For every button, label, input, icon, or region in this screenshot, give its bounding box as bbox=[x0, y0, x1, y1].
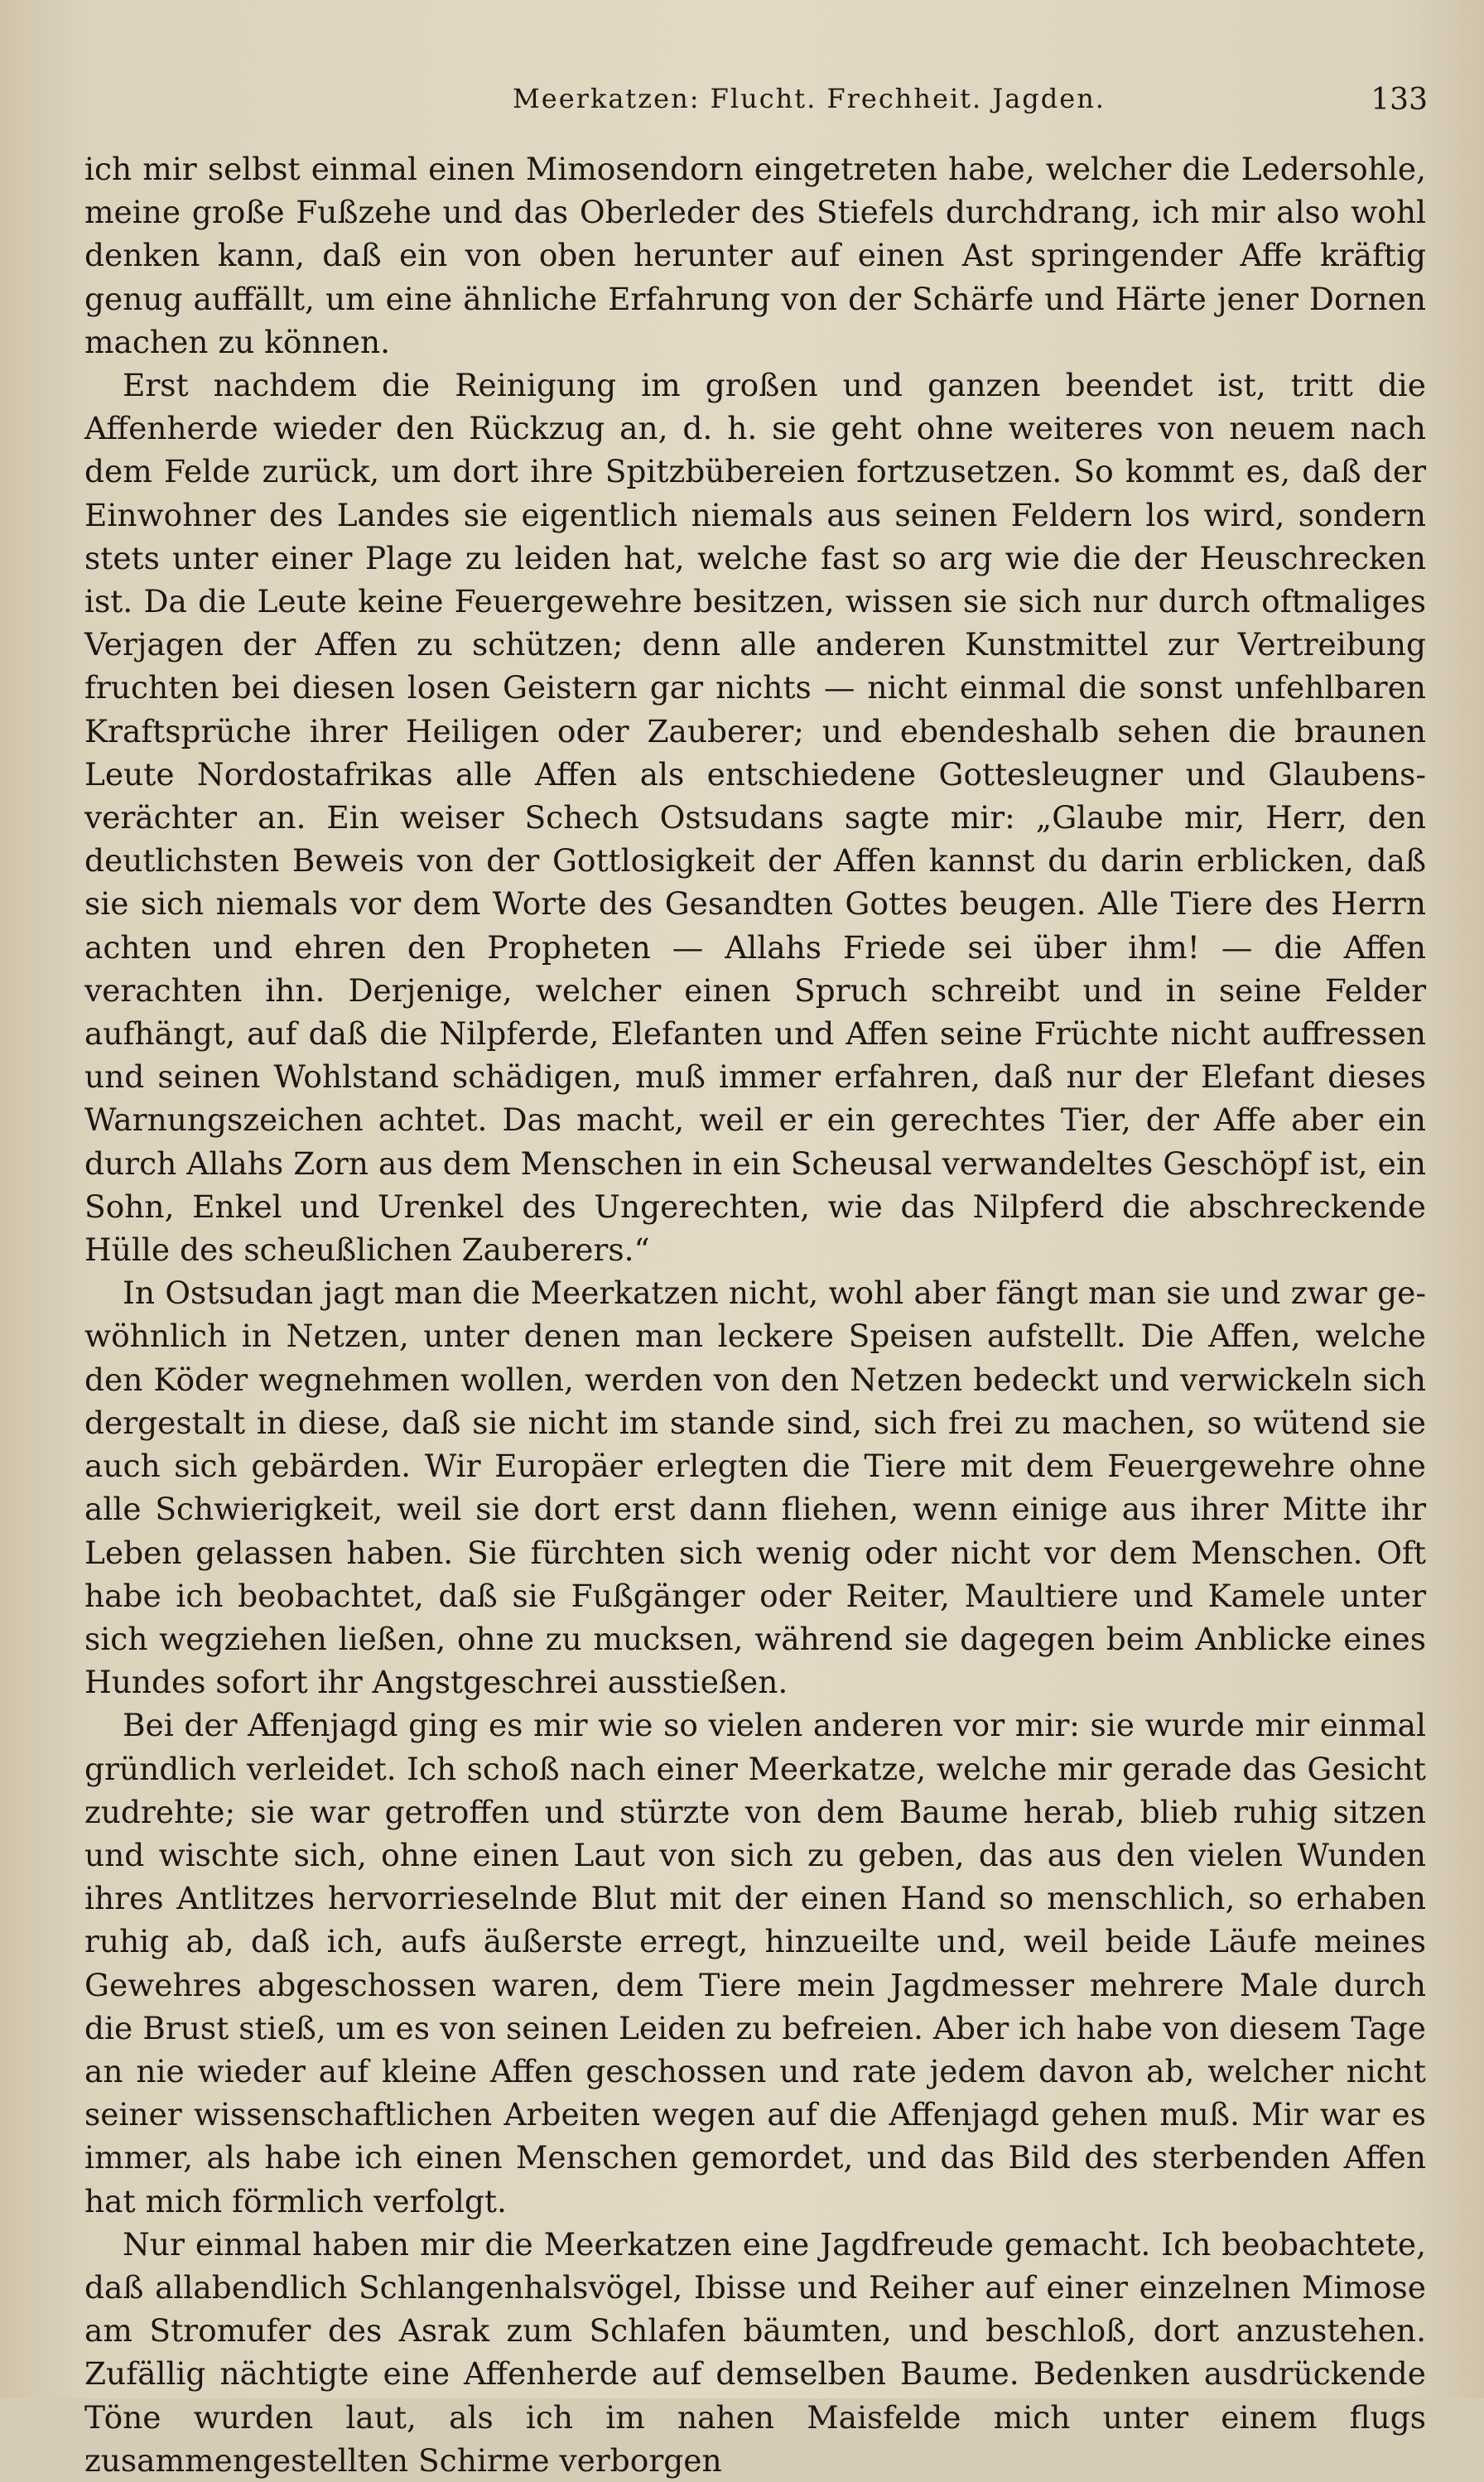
page-body bbox=[84, 147, 1426, 2482]
paragraph-continued: ich mir selbst einmal einen Mimosendorn eingetreten habe, welcher die Ledersohle, meine große Fußzehe und das Oberleder des Stiefels durchdrang, ich mir also wohl denken kann, daß ein von oben herunter auf einen Ast springender Affe kräftig genug auffällt, um eine ähnliche Erfahrung von der Schärfe und Härte jener Dornen machen zu können. bbox=[84, 151, 1426, 360]
paragraph: Erst nachdem die Reinigung im großen und ganzen beendet ist, tritt die Affenherde wieder den Rückzug an, d. h. sie geht ohne weiteres von neuem nach dem Felde zurück, um dort ihre Spitzbübereien fortzusetzen. So kommt es, daß der Einwohner des Landes sie eigentlich niemals aus seinen Feldern los wird, sondern stets unter einer Plage zu leiden hat, welche fast so arg wie die der Heuschrecken ist. Da die Leute keine Feuergewehre besitzen, wissen sie sich nur durch oftmaliges Verjagen der Affen zu schützen; denn alle anderen Kunstmittel zur Vertreibung fruchten bei diesen losen Geistern gar nichts — nicht einmal die sonst unfehlbaren Kraftsprüche ihrer Heiligen oder Zauberer; und ebendeshalb sehen die braunen Leute Nordostafrikas alle Affen als entschiedene Gottesleugner und Glaubensverächter an. Ein weiser Schech Ostsudans sagte mir: „Glaube mir, Herr, den deutlichsten Beweis von der Gottlosigkeit der Affen kannst du darin erblicken, daß sie sich niemals vor dem Worte des Gesandten Gottes beugen. Alle Tiere des Herrn achten und ehren den Propheten — Allahs Friede sei über ihm! — die Affen verachten ihn. Derjenige, welcher einen Spruch schreibt und in seine Felder aufhängt, auf daß die Nilpferde, Elefanten und Affen seine Früchte nicht auffressen und seinen Wohlstand schädigen, muß immer erfahren, daß nur der Elefant dieses Warnungszeichen achtet. Das macht, weil er ein gerechtes Tier, der Affe aber ein durch Allahs Zorn aus dem Menschen in ein Scheusal verwandeltes Geschöpf ist, ein Sohn, Enkel und Urenkel des Ungerechten, wie das Nilpferd die abschreckende Hülle des scheußlichen Zauberers.“ bbox=[84, 367, 1426, 1269]
page-header bbox=[91, 83, 1428, 133]
paragraph: In Ostsudan jagt man die Meerkatzen nicht, wohl aber fängt man sie und zwar gewöhnlich in Netzen, unter denen man leckere Speisen aufstellt. Die Affen, welche den Köder wegnehmen wollen, werden von den Netzen bedeckt und verwickeln sich dergestalt in diese, daß sie nicht im stande sind, sich frei zu machen, so wütend sie auch sich gebärden. Wir Europäer erlegten die Tiere mit dem Feuergewehre ohne alle Schwierigkeit, weil sie dort erst dann fliehen, wenn einige aus ihrer Mitte ihr Leben gelassen haben. Sie fürchten sich wenig oder nicht vor dem Menschen. Oft habe ich beobachtet, daß sie Fußgänger oder Reiter, Maultiere und Kamele unter sich wegziehen ließen, ohne zu mucksen, während sie dagegen beim Anblicke eines Hundes sofort ihr Angstgeschrei ausstießen. bbox=[84, 1275, 1426, 1701]
page-number: 133 bbox=[1371, 83, 1428, 117]
running-head: Meerkatzen: Flucht. Frechheit. Jagden. bbox=[513, 83, 1106, 114]
paragraph: Nur einmal haben mir die Meerkatzen eine Jagdfreude gemacht. Ich beobachtete, daß allabendlich Schlangenhalsvögel, Ibisse und Reiher auf einer einzelnen Mimose am Stromufer des Asrak zum Schlafen bäumten, und beschloß, dort anzustehen. Zufällig nächtigte eine Affenherde auf demselben Baume. Bedenken ausdrückende Töne wurden laut, als ich im nahen Maisfelde mich unter einem flugs zusammengestellten Schirme verborgen bbox=[84, 2225, 1426, 2479]
paragraph: Bei der Affenjagd ging es mir wie so vielen anderen vor mir: sie wurde mir einmal gründlich verleidet. Ich schoß nach einer Meerkatze, welche mir gerade das Gesicht zudrehte; sie war getroffen und stürzte von dem Baume herab, blieb ruhig sitzen und wischte sich, ohne einen Laut von sich zu geben, das aus den vielen Wunden ihres Antlitzes hervorrieselnde Blut mit der einen Hand so menschlich, so erhaben ruhig ab, daß ich, aufs äußerste erregt, hinzueilte und, weil beide Läufe meines Gewehres abgeschossen waren, dem Tiere mein Jagdmesser mehrere Male durch die Brust stieß, um es von seinen Leiden zu befreien. Aber ich habe von diesem Tage an nie wieder auf kleine Affen geschossen und rate jedem davon ab, welcher nicht seiner wissenschaftlichen Arbeiten wegen auf die Affenjagd gehen muß. Mir war es immer, als habe ich einen Menschen gemordet, und das Bild des sterbenden Affen hat mich förmlich verfolgt. bbox=[84, 1707, 1426, 2219]
